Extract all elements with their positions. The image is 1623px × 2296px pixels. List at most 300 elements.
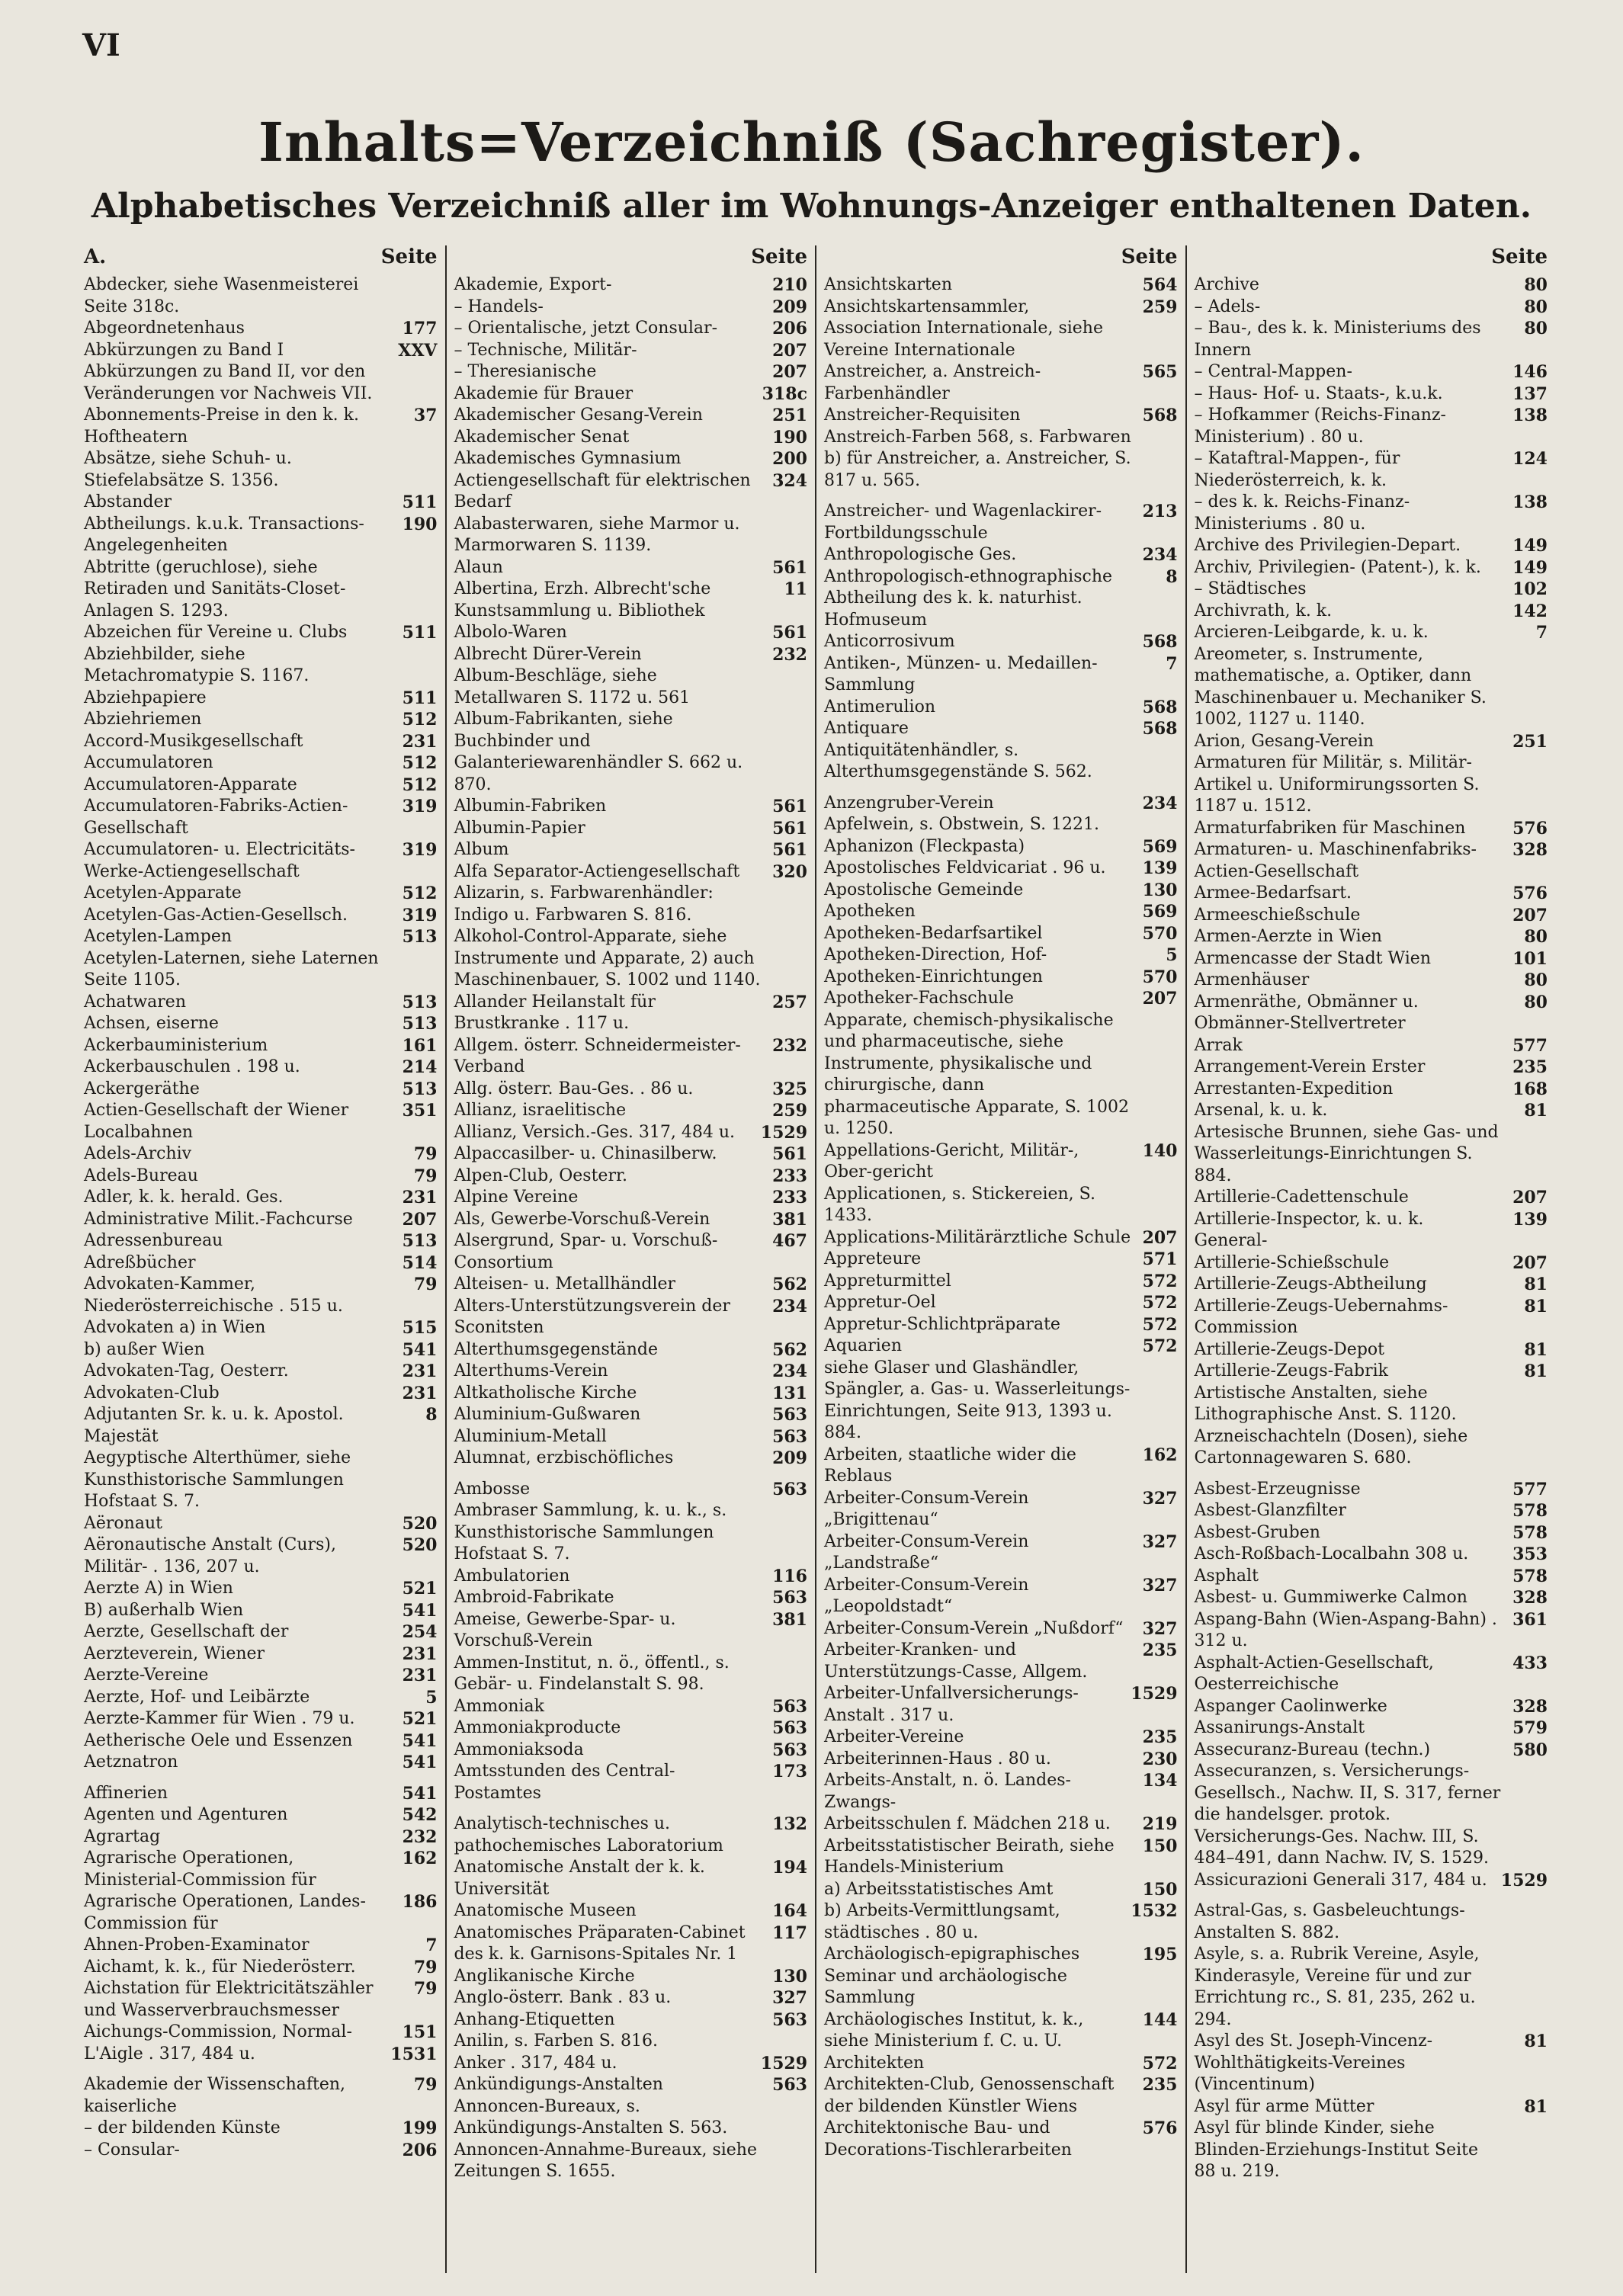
entry-label: – des k. k. Reichs-Finanz-Ministeriums . 80 u. [1194,492,1410,534]
entry-page: 254 [402,1622,438,1642]
index-entry [84,557,438,623]
index-entry [454,470,808,514]
column-header [454,245,808,274]
entry-page: 80 [1524,297,1548,317]
column-header [1195,245,1548,274]
index-entry [824,427,1178,492]
index-entry [454,1122,808,1144]
index-entry [824,2118,1178,2161]
entry-label: Artillerie-Inspector, k. u. k. General- [1194,1209,1424,1250]
entry-label: Abziehriemen [84,710,202,729]
index-entry [454,1143,808,1166]
entry-page: 209 [772,1448,807,1468]
entry-page: 144 [1142,2009,1178,2030]
entry-page: 569 [1142,902,1178,922]
index-entry [824,297,1178,362]
index-entry [454,2096,808,2140]
index-entry [1195,1900,1548,1944]
index-entry [84,774,438,797]
index-entry [824,1531,1178,1575]
entry-label: Agrartag [84,1826,161,1846]
entry-label: Agrarische Operationen, Ministerial-Commission für [84,1849,316,1890]
entry-page: 579 [1512,1718,1548,1738]
index-entry [824,1683,1178,1727]
entry-page: 81 [1524,1275,1548,1294]
index-entry [824,1727,1178,1749]
entry-page: 563 [772,1740,807,1760]
entry-page: 219 [1142,1814,1178,1834]
index-entry [1195,1566,1548,1588]
entry-page: 8 [425,1405,438,1425]
index-column-1 [76,245,447,2273]
index-entry [1195,883,1548,905]
entry-label: Abgeordnetenhaus [84,319,245,338]
entry-label: Arbeiter-Vereine [824,1727,964,1746]
entry-label: Advokaten-Tag, Oesterr. [84,1361,289,1380]
entry-label: Apotheken [824,902,916,921]
entry-label: Albertina, Erzh. Albrecht'sche Kunstsammlung u. Bibliothek [454,579,711,620]
index-entry [454,1696,808,1718]
entry-label: Akademie für Brauer [454,383,633,403]
index-entry [824,1618,1178,1640]
entry-label: Arbeiter-Consum-Verein „Nußdorf“ [824,1618,1124,1638]
entry-label: Asphalt-Actien-Gesellschaft, Oesterreichische [1194,1653,1434,1694]
entry-page: 576 [1512,818,1548,839]
entry-label: Achsen, eiserne [84,1014,219,1033]
index-entry [1195,644,1548,731]
index-entry [824,836,1178,858]
entry-label: Accord-Musikgesellschaft [84,731,303,751]
index-entry [1195,752,1548,818]
index-entry [824,1900,1178,1944]
entry-page: 563 [772,1588,807,1608]
entry-label: Ansichtskartensammler, Association Internationale, siehe Vereine Internationale [824,297,1103,360]
entry-label: Armenräthe, Obmänner u. Obmänner-Stellvertreter [1194,992,1419,1033]
entry-label: Ammoniaksoda [454,1740,584,1759]
entry-page: 231 [402,1188,438,1207]
index-entry [1195,1870,1548,1892]
index-entry [84,644,438,688]
entry-label: Artillerie-Zeugs-Depot [1194,1339,1384,1359]
index-entry [84,992,438,1014]
entry-page: 541 [402,1339,438,1360]
entry-page: 467 [772,1231,807,1251]
index-entry [824,361,1178,405]
entry-label: – der bildenden Künste [84,2118,281,2137]
index-entry [824,2074,1178,2118]
entry-label: Abkürzungen zu Band I [84,340,284,360]
entry-label: Abziehbilder, siehe Metachromatypie S. 1167. [84,644,310,685]
entry-page: 512 [402,883,438,903]
entry-page: 328 [1512,1588,1548,1608]
entry-label: siehe Glaser und Glashändler, Spängler, a. Gas- u. Wasserleitungs-Einrichtungen, Seite 913, 1393 u. 884. [824,1358,1131,1442]
entry-label: Aerzte, Hof- und Leibärzte [84,1687,310,1707]
entry-page: 233 [772,1188,807,1207]
entry-label: Ambosse [454,1479,531,1499]
index-entry [1195,361,1548,383]
entry-label: Armencasse der Stadt Wien [1194,948,1431,968]
entry-label: Armen-Aerzte in Wien [1194,927,1382,946]
index-entry [84,1600,438,1622]
index-entry [454,665,808,709]
index-entry [824,1836,1178,1879]
entry-page: 319 [402,840,438,860]
index-entry [84,1665,438,1687]
entry-label: – Adels- [1194,297,1261,316]
entry-label: Ammen-Institut, n. ö., öffentl., s. Gebär- u. Findelanstalt S. 98. [454,1653,730,1694]
entry-label: Aëronaut [84,1513,162,1533]
entry-page: 578 [1512,1566,1548,1586]
index-entry [454,340,808,362]
entry-page: 511 [402,623,438,643]
index-entry [824,566,1178,632]
index-entry [454,2074,808,2096]
index-entry [824,967,1178,989]
entry-label: Armaturfabriken für Maschinen [1194,818,1466,838]
entry-page: 572 [1142,1293,1178,1313]
entry-page: 37 [413,406,438,425]
entry-page: 137 [1512,383,1548,404]
entry-page: 513 [402,1014,438,1034]
entry-label: Ambraser Sammlung, k. u. k., s. Kunsthistorische Sammlungen Hofstaat S. 7. [454,1501,727,1563]
index-entry [84,1187,438,1209]
entry-page: 232 [772,644,807,665]
entry-label: Arbeits-Anstalt, n. ö. Landes-Zwangs- [824,1771,1071,1812]
entry-page: 1529 [1131,1684,1178,1704]
entry-label: Arbeiter-Unfallversicherungs-Anstalt . 317 u. [824,1684,1079,1725]
entry-page: 1529 [760,2053,807,2073]
entry-page: 235 [1512,1057,1548,1077]
index-entry [1195,1544,1548,1566]
entry-page: 7 [1535,623,1548,643]
index-entry [1195,818,1548,840]
entry-page: XXV [398,340,438,361]
entry-label: Allander Heilanstalt für Brustkranke . 117 u. [454,992,656,1033]
entry-label: Aluminium-Metall [454,1426,607,1446]
entry-page: 324 [772,470,807,491]
entry-label: Abkürzungen zu Band II, vor den Veränderungen vor Nachweis VII. [84,362,373,403]
entry-page: 231 [402,1361,438,1381]
entry-label: Apostolische Gemeinde [824,880,1024,899]
index-entry [84,1404,438,1448]
seite-label: Seite [1491,245,1548,268]
index-entry [84,1361,438,1383]
entry-page: 568 [1142,632,1178,652]
index-entry [454,1404,808,1426]
entry-label: Arrak [1194,1035,1243,1055]
index-entry [1195,1187,1548,1209]
entry-label: Arion, Gesang-Verein [1194,731,1374,751]
entry-label: Asyl des St. Joseph-Vincenz-Wohlthätigkeits-Vereines (Vincentinum) [1194,2031,1433,2094]
entry-page: 251 [1512,731,1548,752]
index-entry [454,1966,808,1988]
entry-page: 1531 [390,2044,438,2064]
entry-page: 578 [1512,1501,1548,1521]
entry-label: – Haus- Hof- u. Staats-, k.u.k. [1194,383,1443,403]
page-subtitle: Alphabetisches Verzeichniß aller im Wohnungs-Anzeiger enthaltenen Daten. [91,187,1532,226]
entry-label: Apotheker-Fachschule [824,989,1014,1008]
entry-label: Allianz, Versich.-Ges. 317, 484 u. [454,1122,735,1142]
seite-label: Seite [380,245,438,268]
index-entry [84,731,438,753]
entry-page: 327 [1142,1531,1178,1552]
entry-label: Artillerie-Zeugs-Uebernahms-Commission [1194,1296,1448,1337]
entry-page: 520 [402,1535,438,1555]
entry-label: Arbeiter-Kranken- und Unterstützungs-Casse, Allgem. [824,1640,1088,1682]
index-entry [454,557,808,579]
index-entry [454,1900,808,1922]
entry-label: Agenten und Agenturen [84,1805,288,1824]
entry-page: 513 [402,992,438,1012]
entry-page: 149 [1512,557,1548,578]
entry-page: 351 [402,1101,438,1121]
entry-page: 116 [772,1566,807,1586]
index-entry [84,1166,438,1188]
entry-page: 511 [402,492,438,512]
entry-page: 130 [772,1966,807,1987]
entry-page: 138 [1512,406,1548,425]
entry-page: 234 [1142,545,1178,565]
index-entry [1195,1383,1548,1426]
entry-label: Adels-Bureau [84,1166,198,1185]
entry-label: Arbeiter-Consum-Verein „Landstraße“ [824,1531,1029,1573]
entry-label: Archiv, Privilegien- (Patent-), k. k. [1194,557,1481,577]
entry-label: Antimerulion [824,697,935,717]
entry-label: Analytisch-technisches u. pathochemisches Laboratorium [454,1814,723,1855]
entry-label: Adreßbücher [84,1252,196,1272]
entry-label: Assecuranz-Bureau (techn.) [1194,1740,1431,1759]
index-entry [84,622,438,644]
entry-page: 124 [1512,449,1548,469]
index-entry [1195,383,1548,406]
entry-page: 563 [772,1405,807,1425]
entry-label: Album [454,840,509,859]
index-entry [1195,1696,1548,1718]
entry-label: Abtheilungs. k.u.k. Transactions-Angelegenheiten [84,514,364,555]
index-entry [84,1013,438,1035]
entry-label: Aerzte, Gesellschaft der [84,1622,289,1641]
entry-label: Apotheken-Bedarfsartikel [824,923,1043,943]
entry-label: Anticorrosivum [824,632,955,651]
index-entry [1195,1609,1548,1653]
entry-label: Artillerie-Zeugs-Fabrik [1194,1361,1389,1380]
entry-label: Anstreicher-Requisiten [824,406,1021,425]
index-entry [824,858,1178,880]
entry-page: 186 [402,1892,438,1912]
entry-page: 381 [772,1609,807,1630]
index-entry [1195,970,1548,992]
entry-page: 513 [402,927,438,947]
index-entry [824,944,1178,967]
entry-label: Ambulatorien [454,1566,570,1586]
entry-page: 576 [1142,2118,1178,2138]
entry-page: 79 [413,1979,438,1999]
index-entry [824,1640,1178,1683]
index-entry [84,883,438,905]
entry-label: Alterthumsgegenstände [454,1339,659,1359]
index-entry [84,1826,438,1849]
index-entry [84,1957,438,1979]
entry-label: Appreteure [824,1249,922,1268]
index-entry [1195,557,1548,579]
entry-label: Arbeiterinnen-Haus . 80 u. [824,1749,1051,1768]
entry-label: Alpaccasilber- u. Chinasilberw. [454,1144,717,1163]
entry-label: Acetylen-Lampen [84,927,233,946]
entry-label: Archive des Privilegien-Depart. [1194,536,1461,555]
entry-label: Aichungs-Commission, Normal- [84,2022,352,2041]
entry-page: 138 [1512,492,1548,512]
index-entry [84,796,438,839]
entry-page: 232 [772,1035,807,1056]
entry-label: – Kataftral-Mappen-, für Niederösterreich, k. k. [1194,449,1400,490]
entry-label: Anthropologische Ges. [824,545,1017,564]
column-header [84,245,438,274]
index-entry [824,988,1178,1010]
entry-label: Akademie der Wissenschaften, kaiserliche [84,2075,346,2116]
entry-page: 173 [772,1762,807,1781]
index-entry [454,1209,808,1231]
index-entry [1195,948,1548,970]
index-entry [1195,1209,1548,1252]
entry-label: Apostolisches Feldvicariat . 96 u. [824,858,1106,877]
entry-label: Architektonische Bau- und Decorations-Tischlerarbeiten [824,2118,1072,2160]
entry-label: Adjutanten Sr. k. u. k. Apostol. Majestät [84,1405,344,1446]
index-entry [824,1445,1178,1488]
entry-label: Adler, k. k. herald. Ges. [84,1188,284,1207]
index-entry [1195,1479,1548,1501]
entry-label: Apparate, chemisch-physikalische und pharmaceutische, siehe Instrumente, physikalische und chirurgische, dann pharmaceutische Apparate, S. 1002 u. 1250. [824,1010,1129,1138]
entry-label: Alabasterwaren, siehe Marmor u. Marmorwaren S. 1139. [454,514,740,555]
entry-label: Arzneischachteln (Dosen), siehe Cartonnagewaren S. 680. [1194,1426,1468,1467]
entry-label: Abdecker, siehe Wasenmeisterei Seite 318c. [84,275,359,316]
entry-label: Arbeiter-Consum-Verein „Brigittenau“ [824,1488,1029,1529]
entry-page: 80 [1524,927,1548,947]
index-entry [454,1717,808,1740]
index-entry [824,793,1178,815]
entry-label: Abstander [84,492,172,511]
index-entry [84,688,438,710]
entry-label: Anglikanische Kirche [454,1966,635,1986]
index-entry [84,1339,438,1361]
entry-page: 207 [1142,989,1178,1009]
index-entry [824,880,1178,902]
entry-page: 561 [772,797,807,816]
entry-page: 511 [402,688,438,708]
entry-label: Artistische Anstalten, siehe Lithographische Anst. S. 1120. [1194,1383,1457,1424]
entry-page: 80 [1524,992,1548,1012]
index-entry [454,297,808,319]
index-entry [84,948,438,992]
entry-page: 578 [1512,1522,1548,1543]
entry-page: 259 [1142,297,1178,317]
entry-label: Alkohol-Control-Apparate, siehe Instrumente und Apparate, 2) auch Maschinenbauer, S. 1002 und 1140. [454,927,761,989]
entry-page: 353 [1512,1544,1548,1564]
page-number: VI [82,27,120,63]
entry-label: Appreturmittel [824,1271,951,1291]
index-entry [454,1079,808,1101]
entry-label: Aerzte A) in Wien [84,1579,233,1598]
entry-page: 381 [772,1209,807,1230]
entry-label: Aspang-Bahn (Wien-Aspang-Bahn) . 312 u. [1194,1609,1497,1650]
entry-label: Alumnat, erzbischöfliches [454,1448,674,1467]
index-entry [84,926,438,948]
entry-page: 561 [772,623,807,643]
entry-label: Asyl für arme Mütter [1194,2096,1374,2116]
entry-page: 259 [772,1101,807,1121]
index-entry [1195,1653,1548,1696]
index-entry [454,883,808,926]
page-title: Inhalts=Verzeichniß (Sachregister). [258,111,1365,174]
entry-label: Akademischer Gesang-Verein [454,406,703,425]
entry-page: 79 [413,1275,438,1294]
index-entry [824,1749,1178,1771]
entry-label: Adressenbureau [84,1231,223,1250]
entry-label: Anstreicher, a. Anstreich-Farbenhändler [824,362,1041,403]
entry-label: Anstreich-Farben 568, s. Farbwaren b) für Anstreicher, a. Anstreicher, S. 817 u. 565. [824,427,1131,490]
entry-page: 235 [1142,1640,1178,1660]
index-entry [1195,2031,1548,2096]
entry-label: Architekten [824,2053,925,2073]
index-entry [84,514,438,557]
entry-page: 514 [402,1252,438,1273]
entry-page: 162 [402,1849,438,1868]
index-entry [1195,1035,1548,1057]
index-entry [824,1879,1178,1901]
entry-label: Anker . 317, 484 u. [454,2053,617,2073]
index-entry [1195,318,1548,361]
entry-label: Asbest-Glanzfilter [1194,1501,1346,1520]
index-entry [454,1361,808,1383]
index-entry [454,1566,808,1588]
entry-page: 580 [1512,1740,1548,1760]
index-entry [84,2044,438,2066]
entry-page: 79 [413,1957,438,1977]
entry-label: Accumulatoren-Apparate [84,774,297,794]
entry-page: 168 [1512,1079,1548,1099]
index-entry [454,644,808,666]
index-entry [454,1100,808,1122]
entry-page: 562 [772,1339,807,1360]
entry-label: Ackerbauschulen . 198 u. [84,1057,300,1076]
entry-label: – Orientalische, jetzt Consular- [454,319,718,338]
index-entry [454,1740,808,1762]
entry-label: Administrative Milit.-Fachcurse [84,1209,353,1229]
entry-label: Archäologisch-epigraphisches Seminar und archäologische Sammlung [824,1945,1080,2007]
entry-label: Antiquare [824,719,909,738]
entry-page: 233 [772,1166,807,1186]
entry-page: 327 [1142,1618,1178,1639]
entry-page: 572 [1142,2053,1178,2073]
entry-label: Alteisen- u. Metallhändler [454,1275,676,1294]
entry-label: Ackergeräthe [84,1079,200,1098]
entry-label: b) Arbeits-Vermittlungsamt, städtisches . 80 u. [824,1901,1060,1942]
index-entry [454,514,808,557]
entry-label: Anhang-Etiquetten [454,2009,615,2029]
entry-label: Asch-Roßbach-Localbahn 308 u. [1194,1544,1469,1563]
index-entry [824,697,1178,719]
entry-label: Albumin-Fabriken [454,797,607,816]
entry-label: – Consular- [84,2140,180,2160]
index-column-4 [1187,245,1556,2273]
index-entry [454,1653,808,1696]
entry-label: Asbest-Gruben [1194,1522,1320,1542]
entry-label: Applicationen, s. Stickereien, S. 1433. [824,1184,1095,1225]
entry-label: Anthropologisch-ethnographische Abtheilung des k. k. naturhist. Hofmuseum [824,566,1113,630]
index-entry [84,1317,438,1339]
entry-page: 563 [772,1696,807,1717]
entry-label: Advokaten a) in Wien [84,1318,266,1337]
entry-label: Accumulatoren-Fabriks-Actien-Gesellschaft [84,797,348,838]
